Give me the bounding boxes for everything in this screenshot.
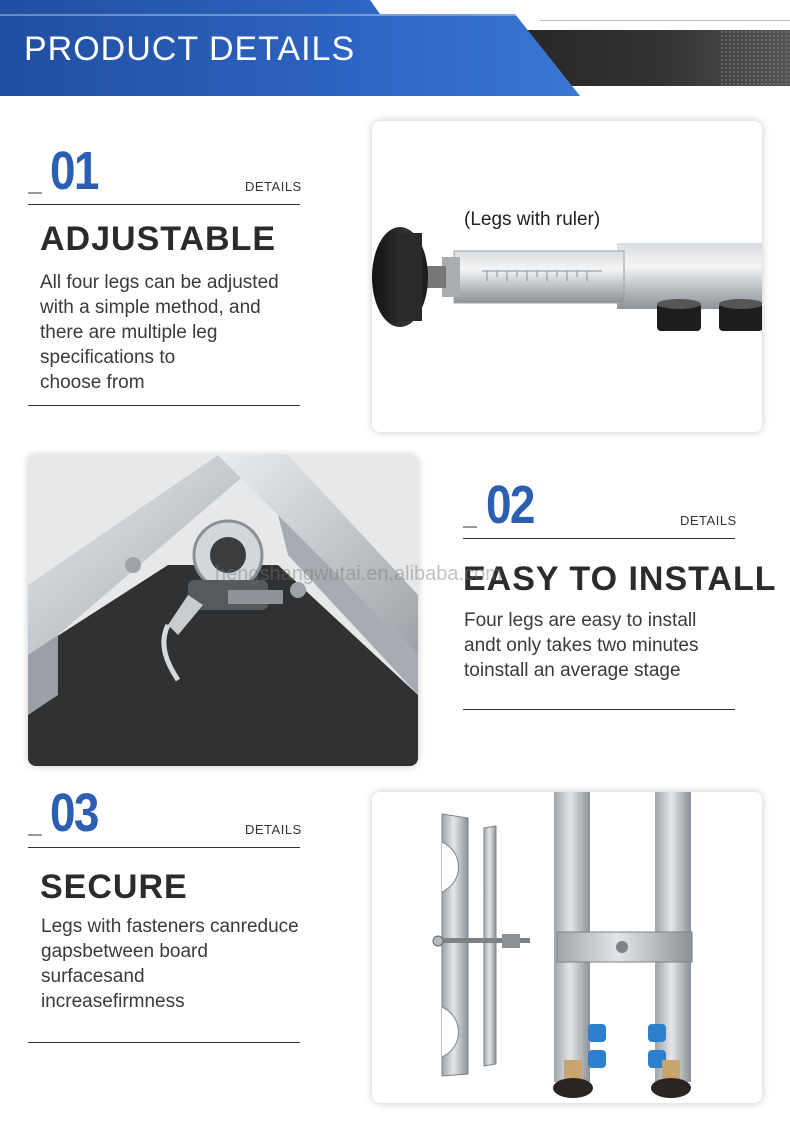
corner-clamp-illustration (28, 455, 418, 766)
description-line: gapsbetween board (41, 941, 208, 962)
section-rule (28, 204, 300, 205)
description-line: choose from (40, 372, 145, 393)
image-caption: (Legs with ruler) (464, 209, 601, 230)
number-dash (28, 834, 42, 836)
section-number: 03 (50, 783, 98, 843)
section-description (464, 608, 698, 683)
details-label: DETAILS (245, 179, 302, 194)
section-rule-bottom (28, 1042, 300, 1043)
fastener-legs-illustration (372, 792, 762, 1103)
page-header (0, 0, 790, 98)
section-number: 02 (486, 475, 534, 535)
description-line: with a simple method, and (40, 297, 261, 318)
section-rule-bottom (28, 405, 300, 406)
description-line: Legs with fasteners canreduce (41, 916, 299, 937)
header-dot-pattern (720, 30, 790, 86)
adjustable-leg-illustration (372, 121, 762, 432)
section-rule (463, 538, 735, 539)
watermark-text: hengshangwutai.en.alibaba.com (215, 563, 502, 585)
section-rule (28, 847, 300, 848)
header-highlight (0, 14, 520, 16)
page-title: PRODUCT DETAILS (24, 30, 356, 68)
description-line: andt only takes two minutes (464, 635, 699, 656)
section-rule-bottom (463, 709, 735, 710)
section-description (40, 270, 279, 395)
section-heading: EASY TO INSTALL (463, 560, 777, 598)
description-line: All four legs can be adjusted (40, 272, 279, 293)
description-line: surfacesand (41, 966, 145, 987)
fastener-legs-image (372, 792, 762, 1103)
details-label: DETAILS (680, 513, 737, 528)
description-line: specifications to (40, 347, 176, 368)
header-divider (540, 20, 790, 21)
section-heading: SECURE (40, 868, 188, 906)
description-line: there are multiple leg (40, 322, 218, 343)
section-number: 01 (50, 141, 98, 201)
description-line: increasefirmness (41, 991, 185, 1012)
leg-with-ruler-image (372, 121, 762, 432)
number-dash (28, 192, 42, 194)
description-line: Four legs are easy to install (464, 610, 697, 631)
number-dash (463, 526, 477, 528)
section-heading: ADJUSTABLE (40, 220, 277, 258)
details-label: DETAILS (245, 822, 302, 837)
section-description (41, 914, 299, 1014)
corner-clamp-image (28, 455, 418, 766)
description-line: toinstall an average stage (464, 660, 681, 681)
